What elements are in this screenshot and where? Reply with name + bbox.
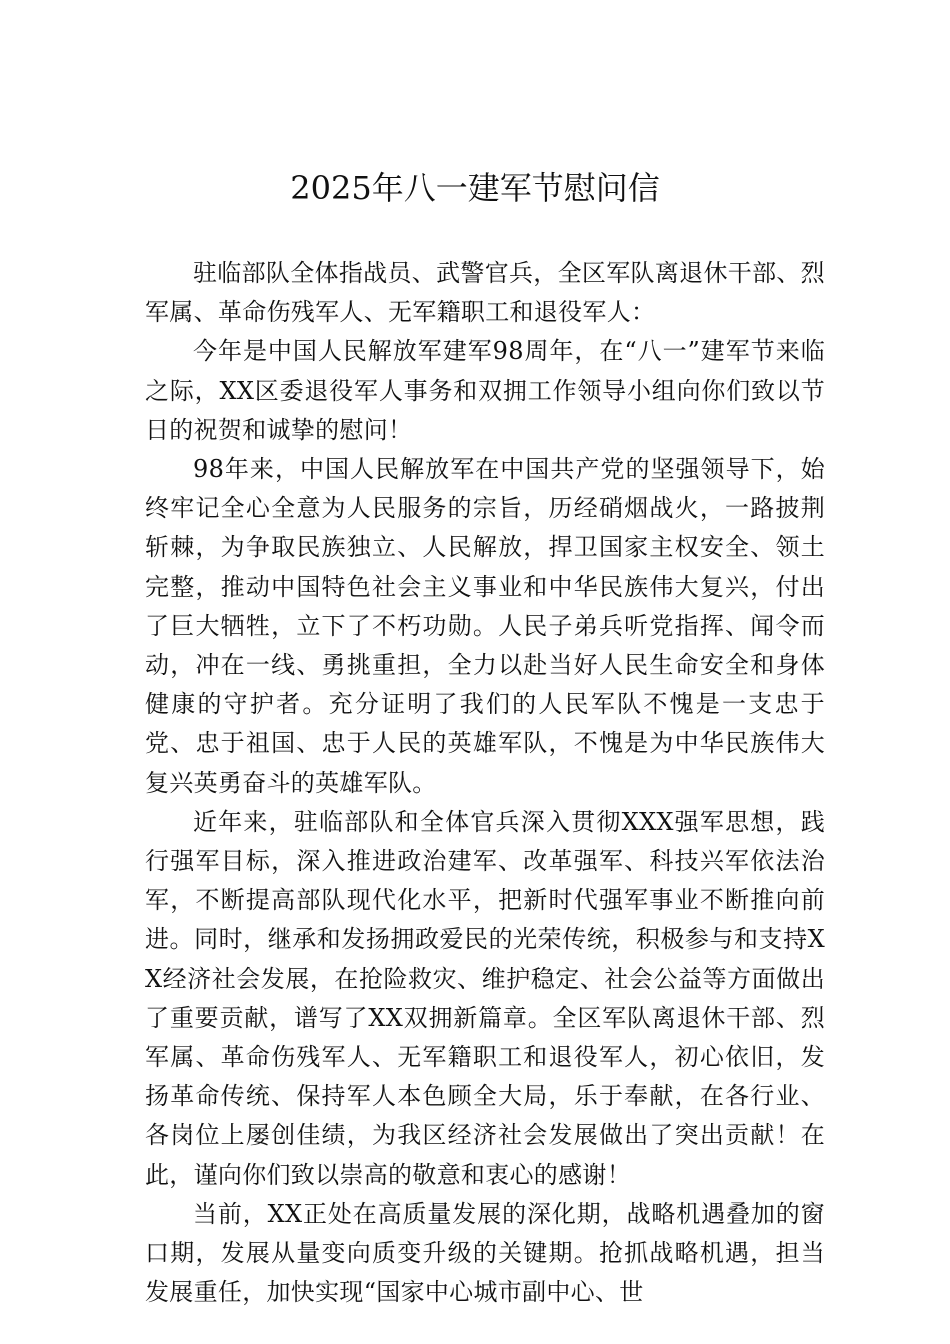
paragraph-salutation: 驻临部队全体指战员、武警官兵，全区军队离退休干部、烈军属、革命伤残军人、无军籍职工和退役军人： [145, 259, 825, 327]
paragraph-recent-years: 近年来，驻临部队和全体官兵深入贯彻XXX强军思想，践行强军目标，深入推进政治建军、改革强军、科技兴军依法治军，不断提高部队现代化水平，把新时代强军事业不断推向前进。同时，继承和发扬拥政爱民的光荣传统，积极参与和支持XX经济社会发展，在抢险救灾、维护稳定、社会公益等方面做出了重要贡献，谱写了XX双拥新篇章。全区军队离退休干部、烈军属、革命伤残军人、无军籍职工和退役军人，初心依旧，发扬革命传统、保持军人本色顾全大局，乐于奉献，在各行业、各岗位上屡创佳绩，为我区经济社会发展做出了突出贡献！在此，谨向你们致以崇高的敬意和衷心的感谢！ [145, 807, 825, 1189]
document-body [145, 254, 825, 1312]
paragraph-history: 98年来，中国人民解放军在中国共产党的坚强领导下，始终牢记全心全意为人民服务的宗旨，历经硝烟战火，一路披荆斩棘，为争取民族独立、人民解放，捍卫国家主权安全、领土完整，推动中国特色社会主义事业和中华民族伟大复兴，付出了巨大牺牲，立下了不朽功勋。人民子弟兵听党指挥、闻令而动，冲在一线、勇挑重担，全力以赴当好人民生命安全和身体健康的守护者。充分证明了我们的人民军队不愧是一支忠于党、忠于祖国、忠于人民的英雄军队，不愧是为中华民族伟大复兴英勇奋斗的英雄军队。 [145, 455, 825, 797]
document-title: 2025年八一建军节慰问信 [290, 169, 660, 207]
paragraph-current: 当前，XX正处在高质量发展的深化期，战略机遇叠加的窗口期，发展从量变向质变升级的关键期。抢抓战略机遇，担当发展重任，加快实现“国家中心城市副中心、世 [145, 1199, 825, 1307]
paragraph-greeting: 今年是中国人民解放军建军98周年，在“八一”建军节来临之际，XX区委退役军人事务和双拥工作领导小组向你们致以节日的祝贺和诚挚的慰问！ [145, 337, 825, 444]
